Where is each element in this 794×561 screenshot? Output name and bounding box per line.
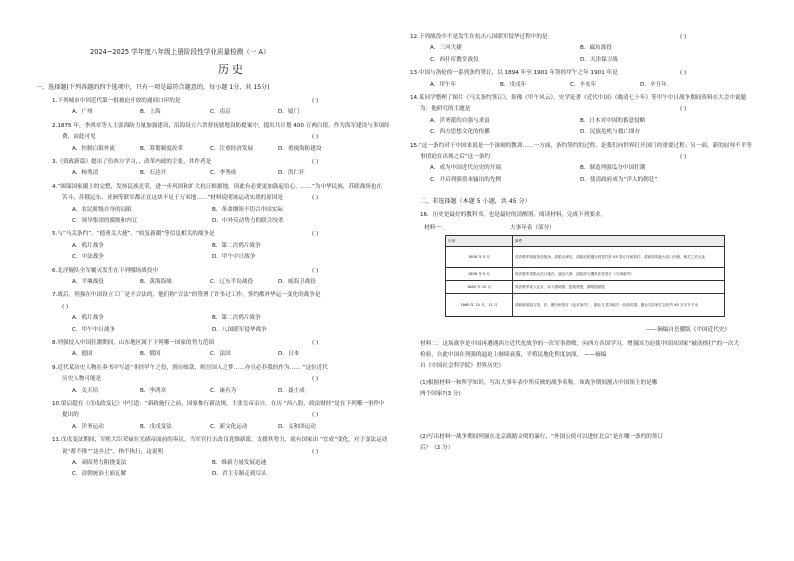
answer-blank[interactable]: ( ) — [312, 231, 319, 238]
question-stem-line — [52, 98, 180, 105]
table-cell-event: 英法联军再度发动战争，攻陷天津后，清政府派遣全权签约后 45 签订议和条约，清政府同意大沽口开港，相关之后大连 — [513, 247, 725, 268]
option-b[interactable]: B．第二次鸦片战争 — [212, 315, 261, 322]
table-row — [446, 268, 725, 281]
option-a[interactable]: A．农民阶级自身的局限 — [72, 206, 132, 213]
table-row — [446, 294, 725, 317]
question-text: 费，由此可见 — [62, 134, 96, 141]
question-number: 5. — [52, 231, 58, 238]
question-number: 7. — [52, 292, 58, 299]
table-row — [446, 281, 725, 294]
question-text: 战后，列强在中国设立工厂是不合法的，他们称“合法”的签署了许多过工作，签约都外华运一变化的战争是 — [57, 292, 321, 299]
question-number: 6. — [52, 267, 58, 274]
material1-label: 材料一： — [424, 225, 447, 231]
question-stem-line — [52, 340, 214, 347]
question-stem-line — [62, 134, 96, 141]
option-b[interactable]: B．日本对中国的蓄意侵略 — [580, 117, 646, 124]
question-stem-line — [62, 376, 101, 383]
option-b[interactable]: B．俄国 — [140, 351, 161, 358]
option-d[interactable]: D．日本 — [278, 351, 300, 358]
option-b[interactable]: B．第二次鸦片战争 — [212, 242, 261, 249]
events-table-header — [446, 236, 725, 247]
question-number: 12. — [410, 34, 419, 40]
option-c[interactable]: C．西什库教堂战役 — [430, 56, 479, 63]
question-stem-line — [52, 184, 382, 191]
question-number: 1. — [52, 98, 58, 104]
option-a[interactable]: A．鸦片战争 — [72, 242, 104, 249]
question-text: 与“马关条约”、“德勇关大捷”、“收复新疆”等信息相关的战争是 — [57, 231, 215, 238]
exam-title: 2024~2025 学年度八年级上册阶段性学业质量检测（一 A） — [90, 48, 270, 56]
option-a[interactable]: A．平壤战役 — [72, 279, 104, 285]
question-stem-line — [62, 304, 68, 311]
option-a[interactable]: A．洋务派的自强与求富 — [430, 117, 490, 124]
question-number: 10. — [52, 401, 61, 407]
answer-blank[interactable]: ( ) — [312, 267, 319, 274]
question-stem-line — [52, 231, 215, 238]
option-b[interactable]: B．戊戌年 — [500, 81, 527, 88]
question-text: 列强侵入中国狂潮期间，山东地区属于下列哪一国家的势力范围 — [57, 340, 214, 346]
question-text: 1875 年，李鸿章等人主张海防力量加强建设，沿海设立六省督抚辖地设防提案中，提出共计划 400 万两白银，作为海军建设与多项经 — [57, 122, 390, 129]
answer-blank[interactable]: ( ) — [312, 376, 319, 383]
answer-blank[interactable]: ( ) — [312, 412, 319, 419]
question-text: 中国与洛伦的一系列条约签订，以 1894 年至 1901 年签的甲午之年 1901 年是 — [418, 70, 618, 77]
option-d[interactable]: D．天津保卫战 — [580, 56, 618, 63]
material2-line-3: 自《中国社会科学院》世界历史》 — [420, 363, 504, 369]
option-c[interactable]: C．李秀成 — [210, 170, 237, 177]
answer-blank[interactable]: ( ) — [312, 340, 319, 346]
answer-blank[interactable]: ( ) — [680, 106, 687, 113]
question-number: 3. — [52, 159, 58, 165]
material2-line-2: 检验，自此中国在列强的逼迫上继续衰落，半殖民地化程度加深。 ——摘编 — [420, 352, 607, 358]
source1: ——摘编自岳麓版《中国近代史》 — [646, 327, 730, 333]
option-c[interactable]: C．中法战争 — [72, 254, 104, 261]
question-stem-line — [52, 268, 158, 275]
question-text: 下列城市中因近代第一批被迫开放的通商口岸的是 — [57, 98, 181, 104]
option-a[interactable]: A．鸦片战争 — [72, 315, 104, 322]
question-stem-line — [62, 449, 163, 456]
option-a[interactable]: A．广州 — [72, 109, 93, 116]
question-text: 说“蓄不推”“这乡过”，指不执行，这说明 — [62, 448, 164, 455]
answer-blank[interactable]: ( ) — [312, 134, 319, 141]
question-number: 2. — [52, 122, 58, 129]
question-text: 北洋舰队全军覆灭发生在下列哪场战役中 — [57, 267, 159, 274]
question-number: 11. — [52, 437, 61, 444]
option-c[interactable]: C．清朝统治土崩瓦解 — [72, 471, 127, 478]
option-b[interactable]: B．廊坊战役 — [580, 45, 612, 52]
question-number: 14. — [410, 95, 419, 101]
answer-blank[interactable]: ( ) — [312, 448, 319, 455]
table-cell-event: 英法联军攻陷大沽口炮台，逼近天津，清政府与俄英法美签订《天津条约》 — [513, 268, 725, 281]
option-c[interactable]: C．新文化运动 — [210, 423, 248, 430]
question-number: 13. — [410, 70, 419, 77]
option-d[interactable]: D．辛丑年 — [640, 81, 667, 88]
question-text: 事情迫在出现之后”这一条约 — [420, 154, 491, 160]
option-c[interactable]: C．康有为 — [210, 387, 237, 394]
question-stem-line — [410, 34, 548, 41]
option-b[interactable]: B．革命纲领不切合中国实际 — [212, 206, 283, 213]
option-c[interactable]: C．辛亥年 — [570, 81, 597, 88]
question-stem-line — [52, 292, 320, 299]
question-number: 4. — [52, 183, 58, 190]
option-d[interactable]: D．民族危机与救亡图存 — [580, 129, 641, 136]
section2-heading: 二、非选择题（本题 5 小题，共 45 分） — [420, 198, 531, 205]
option-b[interactable]: B．制造列强瓜分中国狂潮 — [580, 165, 646, 172]
question-stem-line — [52, 437, 387, 444]
table-header-year: 年份 — [446, 236, 513, 247]
table-cell-event: 英法联军攻入北京，冲入圆明园，抢劫焚毁，圆明园被毁 — [513, 281, 725, 294]
answer-blank[interactable]: ( ) — [680, 34, 687, 40]
option-d[interactable]: D．甲午中日战争 — [212, 254, 256, 261]
question-number: 9. — [52, 364, 58, 371]
option-a[interactable]: A．三河大捷 — [430, 45, 462, 52]
table-cell-year: 1860 年 10 月、11 月 — [446, 294, 513, 317]
question-text: 提出的 — [62, 412, 79, 419]
table-cell-year: 1860 年 10 月 — [446, 281, 513, 294]
option-a[interactable]: A．甲午年 — [430, 81, 457, 88]
option-b[interactable]: B．戊戌变法 — [140, 423, 172, 430]
option-d[interactable]: D．聂士成 — [278, 387, 305, 394]
option-c[interactable]: C．西方思想文化的传播 — [430, 129, 490, 136]
option-a[interactable]: A．顽固势力阻挠变法 — [72, 460, 127, 466]
question-text: 历史人物可能是 — [62, 376, 102, 383]
option-a[interactable]: A．关天培 — [72, 387, 99, 394]
question-text: 戊戌变法期间，军机大臣荣禄在光绪帝面前的奏议，当军官打击改良党维新派，支援其势力，就有国家由 “宜成”变化，对于变法运动 — [60, 437, 388, 444]
question-text: 苦斗，苏俄远东、亚洲等联军都正在这块不足于万米地……”材料说明该运动实质的原因是 — [62, 195, 284, 202]
table-cell-event: 清政府被迫与英、法、俄分别签订《北京条约》，割让九龙司地方一区给英国，割让乌苏里江以东约 40 万平方千米 — [513, 294, 725, 317]
question-stem-line — [420, 106, 470, 113]
option-c[interactable]: C．领导集团的腐败和内讧 — [72, 218, 138, 224]
question-text: 近代某历史人物在奏书中写道“非经甲午之役，割台赔款，则吾国人之梦……亦且必非我的作为…… ”这位近代 — [57, 364, 328, 371]
answer-blank[interactable]: ( ) — [680, 70, 687, 77]
option-c[interactable]: C．法国 — [210, 351, 231, 358]
question-stem-line — [52, 365, 328, 372]
question-text: “图保国家疆土的完整，发扬民族光荣，进一步巩固和扩大抗日根据地，因此有必要更加鼓起信心，……”为中华民族，苏联战场也在 — [57, 183, 382, 190]
table-caption: 大事年表（部分） — [510, 225, 555, 231]
option-d[interactable]: D．义和团运动 — [278, 423, 316, 430]
sub2-line-2: 后？（2 分） — [420, 445, 454, 451]
question-text: ( ) — [62, 303, 69, 310]
question-stem-line — [52, 159, 211, 166]
option-b[interactable]: B．石达开 — [140, 170, 167, 177]
option-a[interactable]: A．杨秀清 — [72, 170, 99, 177]
question-stem-line — [420, 154, 490, 161]
sub2-line-1: (2)写出材料一战争期间列强在北京践踏文明的暴行，“外国公使可以进驻北京”是在哪一条约的签订 — [420, 434, 664, 440]
q16-stem: 16．历史是最好的教科书，也是最好的清醒剂。阅读材料，完成下列要求。 — [420, 212, 607, 218]
material2-line-1: 材料二：这场战争是中国再遭遇西方近代化战争的一次军事溃败，向西方各国学习，增强国力迫使中国因国家“被动挨打”的一次大 — [420, 341, 740, 347]
answer-blank[interactable]: ( ) — [680, 154, 687, 160]
question-text: “这一条约对于中国来说是一个深刻的教训……一方面，条约签约的过程，是我们向世界打开国门的重要过程；另一面，新的屈辱不平等 — [418, 142, 752, 149]
question-text: 梁启超在《戊戌政变记》中写道：“新政施行之前，国家推行新法规，主张皇帝亲自，在历 “西八股，政法财经”是在下列哪一事件中 — [60, 401, 385, 407]
option-a[interactable]: A．洋务运动 — [72, 423, 104, 430]
option-c[interactable]: C．注重经济发展 — [210, 145, 254, 152]
answer-blank[interactable]: ( ) — [312, 98, 319, 104]
option-b[interactable]: B．维新力量发展迅速 — [212, 460, 267, 466]
option-d[interactable]: D．洪仁玕 — [278, 170, 305, 177]
question-number: 15. — [410, 142, 419, 149]
question-stem-line — [52, 123, 390, 130]
option-a[interactable]: A．成为中国近代历史的开端 — [430, 165, 501, 172]
option-a[interactable]: A．德国 — [72, 351, 93, 358]
option-c[interactable]: C．辽东半岛战役 — [210, 279, 254, 285]
table-cell-year: 1856 年 5 月 — [446, 247, 513, 268]
option-c[interactable]: C．南京 — [210, 109, 231, 116]
question-stem-line — [410, 143, 752, 150]
section1-heading: 一、选择题(下列各题的四个选项中，只有一项是最符合题意的，每小题 1分，共 15分) — [36, 84, 270, 91]
option-d[interactable]: D．君主专制走到尽头 — [212, 471, 267, 478]
question-stem-line — [62, 195, 283, 202]
option-c[interactable]: C．甲午中日战争 — [72, 326, 116, 333]
question-stem-line — [52, 401, 385, 408]
option-b[interactable]: B．上海 — [140, 109, 161, 116]
table-row — [446, 247, 725, 268]
question-text: 下列战役中不是发生在抗击八国联军侵华过程中的是 — [418, 34, 548, 40]
option-d[interactable]: D．厦门 — [278, 109, 300, 116]
question-number: 8. — [52, 340, 58, 346]
table-cell-year: 1858 年 5 月 — [446, 268, 513, 281]
table-header-event: 事件 — [513, 236, 725, 247]
option-c[interactable]: C．开启列强资本输出的先例 — [430, 176, 502, 183]
option-d[interactable]: D．重视海防建设 — [278, 145, 322, 152]
question-stem-line — [410, 95, 746, 102]
question-text: 某同学整理了图片《马关条约签订》，影像《甲午风云》，史学论著《近代中国》《晚清七十年》等甲午中日战争期间资料在大会中说题 — [418, 95, 747, 101]
question-text: 《资政新篇》提出了仿西方学习，，改革内政的主张，其作者是 — [57, 159, 212, 165]
option-d[interactable]: D．威海卫战役 — [278, 279, 316, 285]
events-table — [445, 235, 725, 317]
question-stem-line — [62, 412, 79, 419]
answer-blank[interactable]: ( ) — [312, 159, 319, 165]
option-b[interactable]: B．黄海海战 — [140, 279, 172, 285]
option-d[interactable]: D．使清政府成为“洋人的朝廷” — [580, 176, 658, 183]
question-stem-line — [410, 70, 618, 77]
option-d[interactable]: D．中外反动势力的联合绞杀 — [212, 218, 284, 224]
option-b[interactable]: B．李鸿章 — [140, 387, 167, 394]
sub1-line-2: 两个国家?(3 分) — [420, 391, 461, 397]
subject-title: 历史 — [218, 63, 246, 76]
sub1-line-1: (1)根据材料一和所学知识，写出大事年表中所反映的战争名称。该战争期间割占中国领土的是哪 — [420, 380, 658, 386]
question-text: 为：他研究的主题是 — [420, 106, 471, 113]
answer-blank[interactable]: ( ) — [312, 195, 319, 202]
option-d[interactable]: D．八国联军侵华战争 — [212, 326, 267, 333]
option-b[interactable]: B．筹划制度改革 — [140, 145, 183, 152]
option-a[interactable]: A．控制白银外流 — [72, 145, 115, 152]
